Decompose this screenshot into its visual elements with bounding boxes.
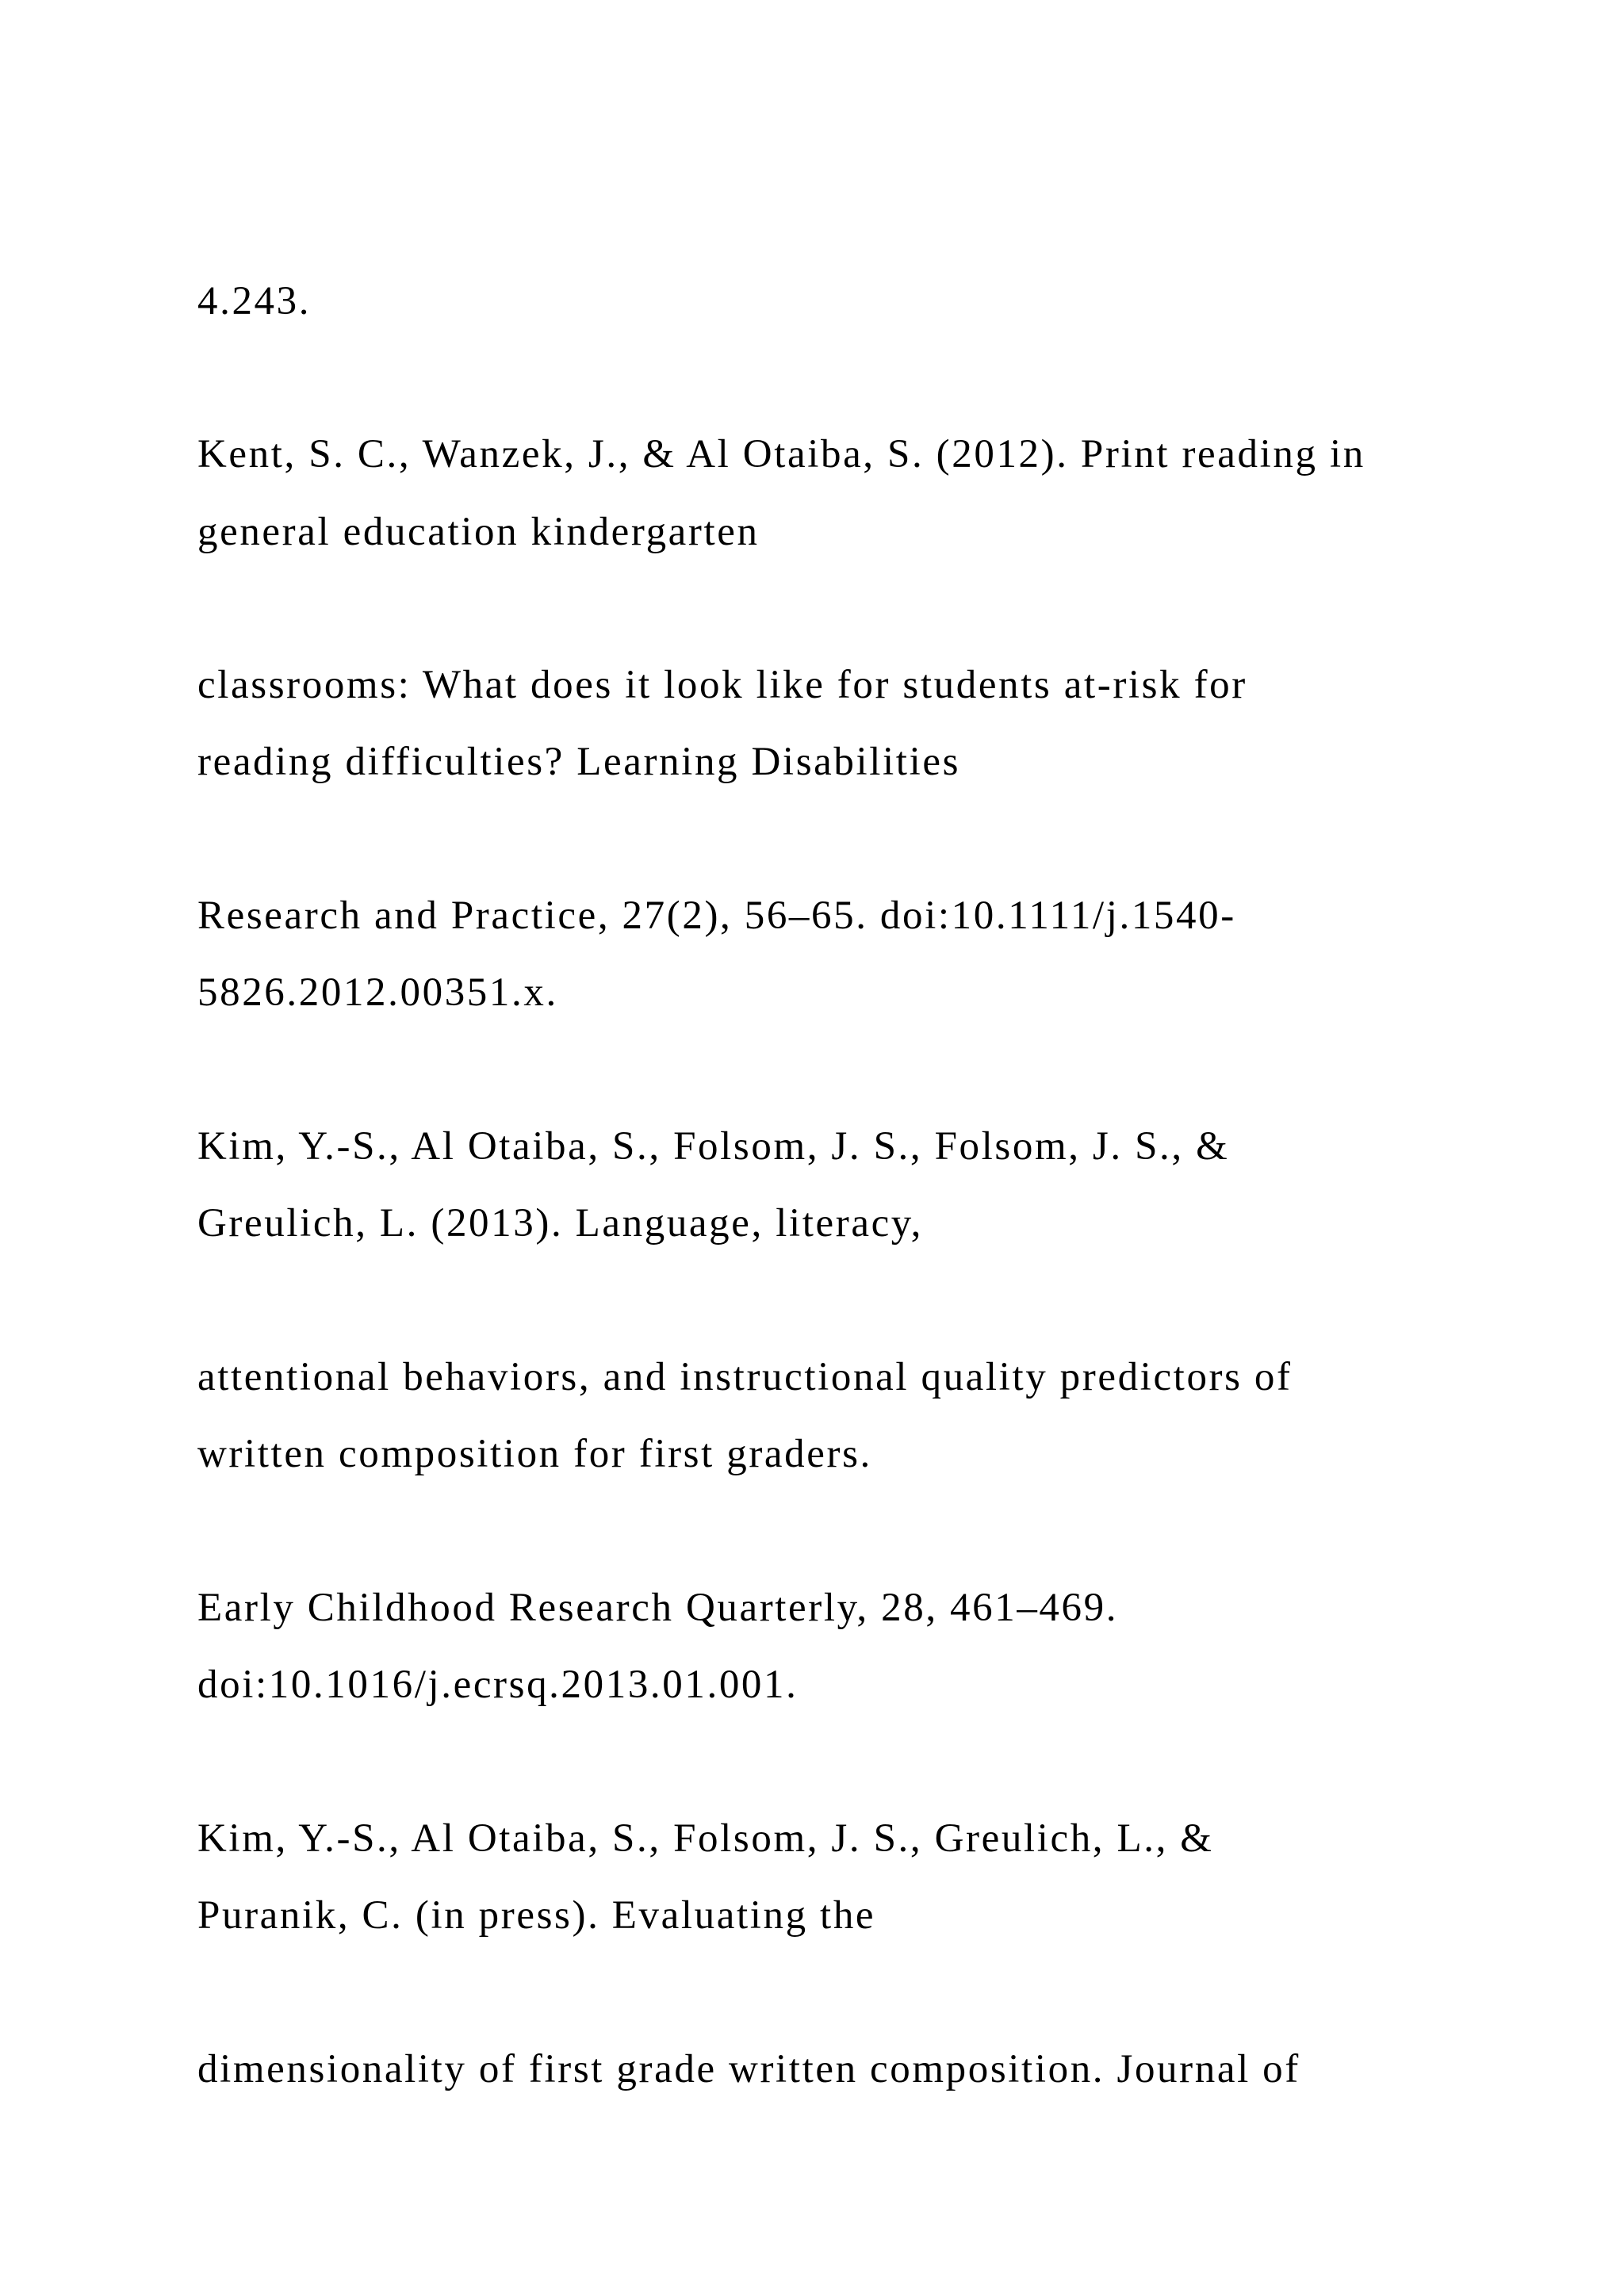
reference-line: dimensionality of first grade written composition. Journal of xyxy=(197,2047,1300,2091)
reference-line: Early Childhood Research Quarterly, 28, 461–469. xyxy=(197,1586,1119,1630)
reference-line: Puranik, C. (in press). Evaluating the xyxy=(197,1893,876,1938)
reference-line: Kent, S. C., Wanzek, J., & Al Otaiba, S. (2012). Print reading in xyxy=(197,432,1365,476)
reference-line: Research and Practice, 27(2), 56–65. doi:10.1111/j.1540- xyxy=(197,894,1236,938)
reference-line: written composition for first graders. xyxy=(197,1432,872,1476)
reference-line: reading difficulties? Learning Disabilities xyxy=(197,740,961,784)
reference-line: 5826.2012.00351.x. xyxy=(197,970,558,1015)
reference-line: Greulich, L. (2013). Language, literacy, xyxy=(197,1201,923,1246)
text-line: 4.243. xyxy=(197,279,312,323)
reference-line: doi:10.1016/j.ecrsq.2013.01.001. xyxy=(197,1663,799,1707)
reference-line: attentional behaviors, and instructional quality predictors of xyxy=(197,1355,1293,1399)
reference-line: Kim, Y.-S., Al Otaiba, S., Folsom, J. S., Folsom, J. S., & xyxy=(197,1124,1230,1169)
reference-line: general education kindergarten xyxy=(197,510,760,554)
reference-line: Kim, Y.-S., Al Otaiba, S., Folsom, J. S., Greulich, L., & xyxy=(197,1816,1214,1861)
reference-line: classrooms: What does it look like for students at-risk for xyxy=(197,663,1247,707)
